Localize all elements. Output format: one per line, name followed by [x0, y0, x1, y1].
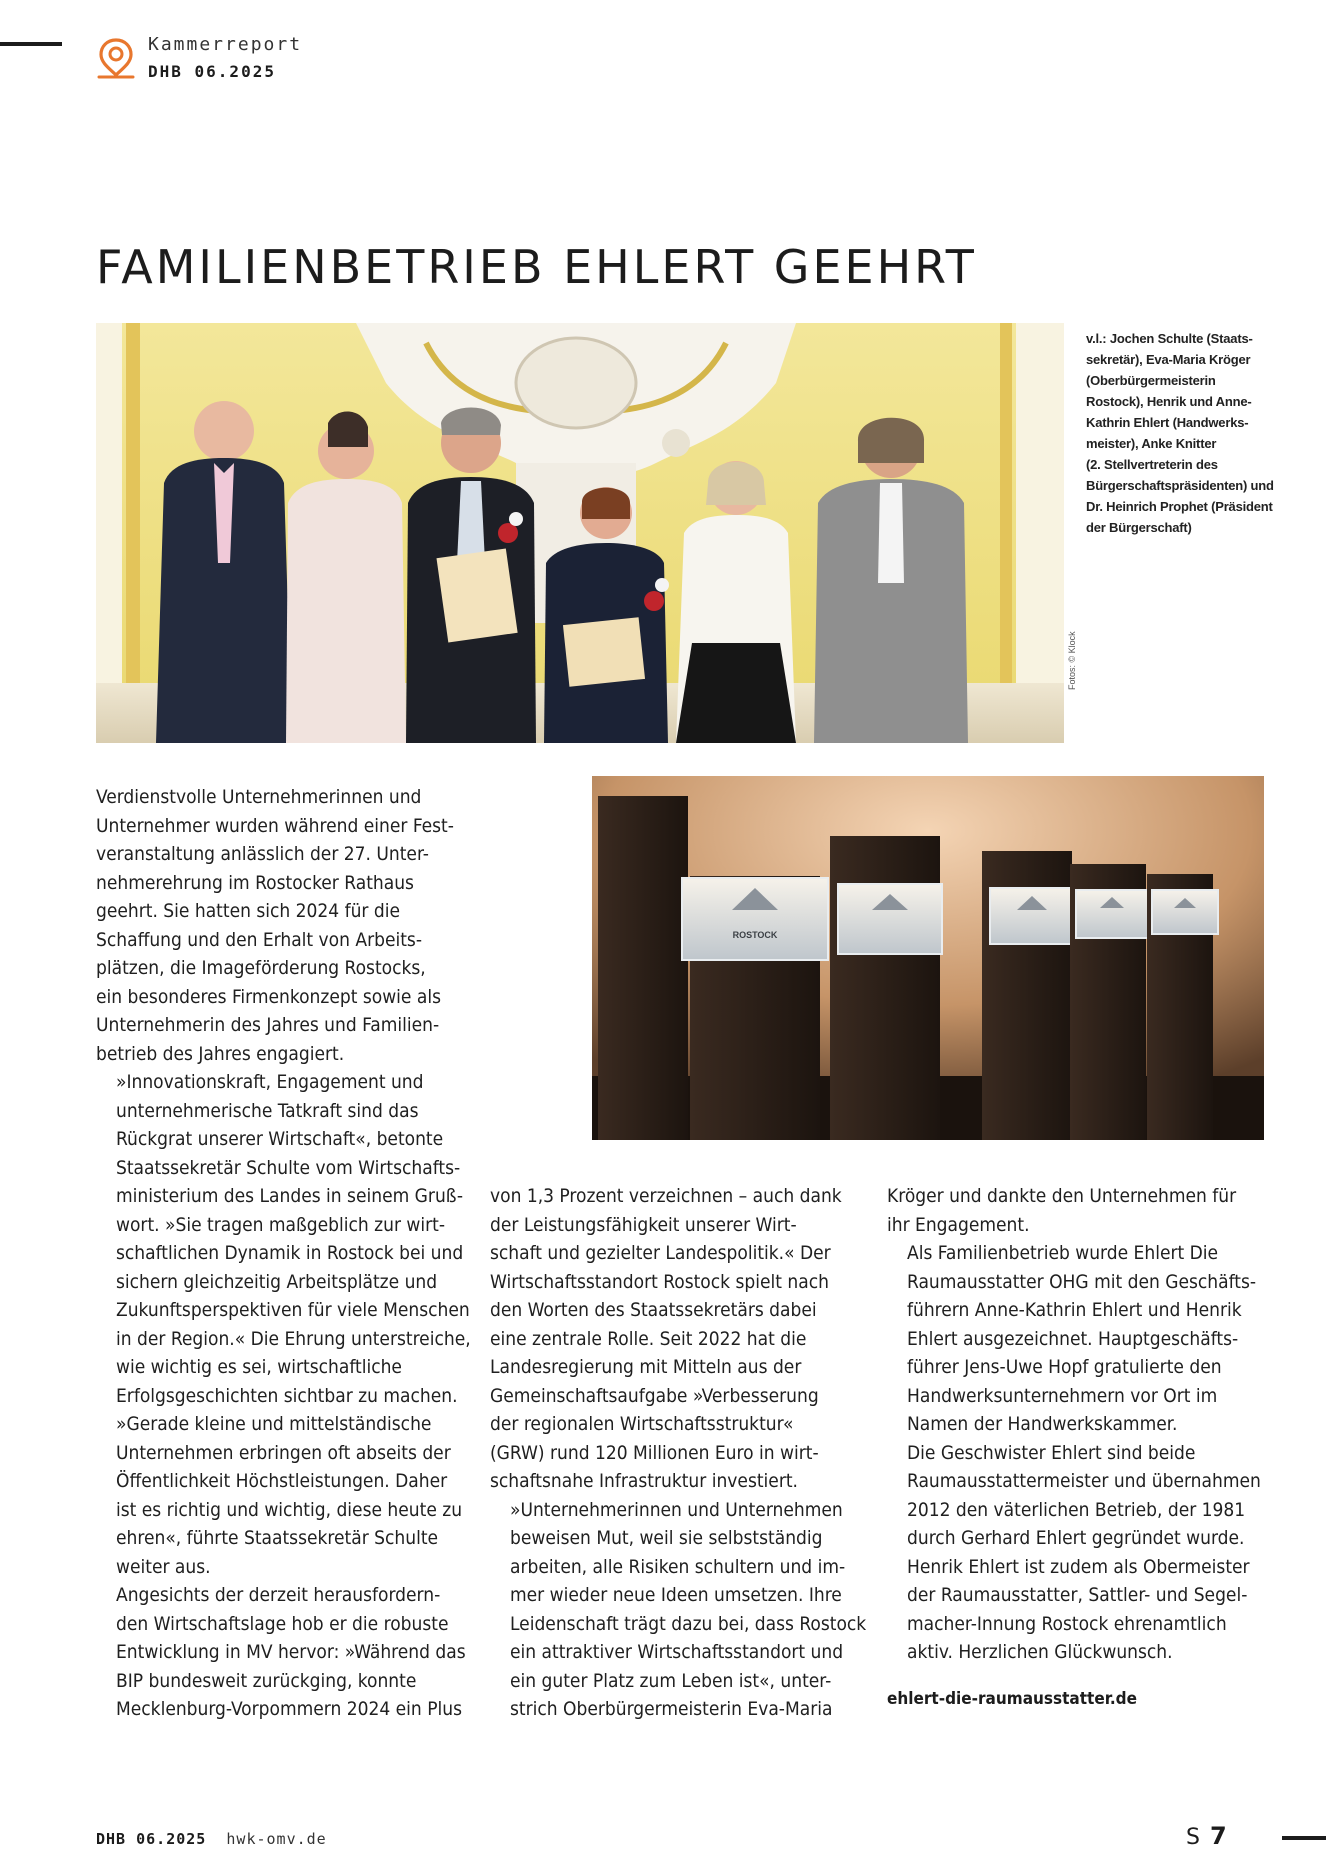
text-line: ein besonderes Firmenkonzept sowie als [96, 985, 441, 1008]
text-line: »Innovationskraft, Engagement und [116, 1071, 424, 1093]
text-line: von 1,3 Prozent verzeichnen – auch dank [490, 1185, 842, 1207]
text-line: Unternehmerin des Jahres und Familien- [96, 1014, 440, 1036]
caption-line: (Oberbürgermeisterin [1086, 373, 1216, 388]
text-line: Angesichts der derzeit herausfordern- [116, 1584, 441, 1606]
text-line: Kröger und dankte den Unternehmen für [887, 1185, 1237, 1207]
text-line: 2012 den väterlichen Betrieb, der 1981 [907, 1498, 1246, 1521]
text-line: Unternehmer wurden während einer Fest- [96, 814, 454, 837]
text-line: Die Geschwister Ehlert sind beide [907, 1441, 1196, 1464]
text-line: ministerium des Landes in seinem Gruß- [116, 1185, 464, 1207]
caption-line: Bürgerschaftspräsidenten) und [1086, 478, 1274, 493]
text-line: Mecklenburg-Vorpommern 2024 ein Plus [116, 1698, 462, 1720]
text-line: arbeiten, alle Risiken schultern und im- [510, 1555, 846, 1578]
text-line: betrieb des Jahres engagiert. [96, 1042, 345, 1065]
footer-rule [1282, 1836, 1326, 1840]
text-line: Namen der Handwerkskammer. [907, 1413, 1178, 1435]
footer [96, 1830, 327, 1848]
paragraph [887, 1439, 1263, 1667]
paragraph [96, 783, 472, 1068]
text-line: unternehmerische Tatkraft sind das [116, 1099, 419, 1122]
article-column-3 [887, 1182, 1263, 1713]
awards-photo-illustration [592, 776, 1264, 1140]
text-line: plätzen, die Imageförderung Rostocks, [96, 957, 426, 979]
text-line: ehren«, führte Staatssekretär Schulte [116, 1527, 439, 1549]
text-line: beweisen Mut, weil sie selbstständig [510, 1527, 823, 1549]
text-line: Henrik Ehlert ist zudem als Obermeister [907, 1555, 1250, 1578]
text-line: eine zentrale Rolle. Seit 2022 hat die [490, 1327, 807, 1350]
text-line: Wirtschaftsstandort Rostock spielt nach [490, 1270, 829, 1293]
caption-line: der Bürgerschaft) [1086, 520, 1192, 535]
text-line: führern Anne-Kathrin Ehlert und Henrik [907, 1299, 1242, 1321]
text-line: in der Region.« Die Ehrung unterstreiche, [116, 1327, 471, 1350]
text-line: Rückgrat unserer Wirtschaft«, betonte [116, 1128, 444, 1150]
text-line: macher-Innung Rostock ehrenamtlich [907, 1612, 1227, 1635]
text-line: weiter aus. [116, 1555, 211, 1578]
text-line: geehrt. Sie hatten sich 2024 für die [96, 900, 401, 922]
text-line: mer wieder neue Ideen umsetzen. Ihre [510, 1584, 842, 1606]
text-line: Leidenschaft trägt dazu bei, dass Rostock [510, 1612, 867, 1635]
article-column-2 [490, 1182, 867, 1724]
page-number [1186, 1822, 1227, 1850]
text-line: Raumausstatter OHG mit den Geschäfts- [907, 1270, 1257, 1293]
text-line: Landesregierung mit Mitteln aus der [490, 1356, 802, 1378]
text-line: »Gerade kleine und mittelständische [116, 1413, 432, 1435]
text-line: führer Jens-Uwe Hopf gratulierte den [907, 1356, 1222, 1378]
text-line: schaftsnahe Infrastruktur investiert. [490, 1470, 798, 1492]
text-line: der regionalen Wirtschaftsstruktur« [490, 1413, 794, 1435]
text-line: den Worten des Staatssekretärs dabei [490, 1299, 817, 1321]
text-line: sichern gleichzeitig Arbeitsplätze und [116, 1270, 438, 1293]
text-line: der Leistungsfähigkeit unserer Wirt- [490, 1213, 797, 1236]
text-line: strich Oberbürgermeisterin Eva-Maria [510, 1698, 833, 1720]
text-line: ihr Engagement. [887, 1213, 1030, 1236]
text-line: (GRW) rund 120 Millionen Euro in wirt- [490, 1441, 819, 1464]
text-line: ein guter Platz zum Leben ist«, unter- [510, 1669, 832, 1692]
section-label: Kammerreport [148, 34, 303, 55]
text-line: »Unternehmerinnen und Unternehmen [510, 1498, 843, 1521]
text-line: veranstaltung anlässlich der 27. Unter- [96, 843, 429, 865]
header-rule [0, 42, 62, 46]
text-line: Gemeinschaftsaufgabe »Verbesserung [490, 1384, 819, 1407]
caption-line: Kathrin Ehlert (Handwerks- [1086, 415, 1249, 430]
paragraph [490, 1182, 862, 1496]
text-line: schaftlichen Dynamik in Rostock bei und [116, 1242, 464, 1264]
page-number-value: 7 [1209, 1822, 1227, 1850]
text-line: Öffentlichkeit Höchstleistungen. Daher [116, 1470, 448, 1492]
text-line: der Raumausstatter, Sattler- und Segel- [907, 1584, 1248, 1606]
text-line: ist es richtig und wichtig, diese heute zu [116, 1498, 463, 1521]
text-line: Ehlert ausgezeichnet. Hauptgeschäfts- [907, 1327, 1239, 1350]
text-line: Raumausstattermeister und übernahmen [907, 1470, 1261, 1492]
page-prefix: S [1186, 1825, 1200, 1850]
text-line: nehmerehrung im Rostocker Rathaus [96, 871, 414, 894]
text-line: Verdienstvolle Unternehmerinnen und [96, 786, 422, 808]
paragraph [887, 1182, 1263, 1239]
group-photo [96, 323, 1064, 743]
group-photo-illustration [96, 323, 1064, 743]
caption-line: Dr. Heinrich Prophet (Präsident [1086, 499, 1273, 514]
paragraph [490, 1496, 867, 1724]
award-label: ROSTOCK [732, 930, 778, 940]
text-line: wort. »Sie tragen maßgeblich zur wirt- [116, 1213, 446, 1236]
text-line: Zukunftsperspektiven für viele Menschen [116, 1299, 470, 1321]
text-line: wie wichtig es sei, wirtschaftliche [116, 1356, 402, 1378]
paragraph [887, 1239, 1263, 1439]
caption-line: sekretär), Eva-Maria Kröger [1086, 352, 1251, 367]
article-column-1 [96, 783, 472, 1724]
caption-line: meister), Anke Knitter [1086, 436, 1217, 451]
awards-photo [592, 776, 1264, 1140]
photo-credit: Fotos: © Klock [1067, 631, 1077, 690]
footer-site[interactable]: hwk-omv.de [226, 1830, 327, 1848]
text-line: ein attraktiver Wirtschaftsstandort und [510, 1641, 844, 1663]
photo-caption [1086, 328, 1274, 538]
text-line: Schaffung und den Erhalt von Arbeits- [96, 928, 422, 951]
caption-line: Rostock), Henrik und Anne- [1086, 394, 1252, 409]
caption-line: v.l.: Jochen Schulte (Staats- [1086, 331, 1253, 346]
text-line: BIP bundesweit zurückging, konnte [116, 1669, 417, 1692]
text-line: Unternehmen erbringen oft abseits der [116, 1441, 451, 1464]
text-line: schaft und gezielter Landespolitik.« Der [490, 1242, 831, 1264]
text-line: Handwerksunternehmern vor Ort im [907, 1384, 1218, 1407]
text-line: Als Familienbetrieb wurde Ehlert Die [907, 1242, 1219, 1264]
article-title: FAMILIENBETRIEB EHLERT GEEHRT [96, 240, 977, 294]
text-line: den Wirtschaftslage hob er die robuste [116, 1612, 449, 1635]
text-line: durch Gerhard Ehlert gegründet wurde. [907, 1527, 1245, 1549]
text-line: Erfolgsgeschichten sichtbar zu machen. [116, 1384, 458, 1407]
location-pin-icon [96, 37, 136, 79]
caption-line: (2. Stellvertreterin des [1086, 457, 1218, 472]
paragraph [96, 1581, 472, 1724]
text-line: Entwicklung in MV hervor: »Während das [116, 1641, 466, 1663]
footer-issue: DHB 06.2025 [96, 1830, 207, 1848]
text-line: Staatssekretär Schulte vom Wirtschafts- [116, 1156, 461, 1179]
text-line: aktiv. Herzlichen Glückwunsch. [907, 1641, 1173, 1663]
website-link[interactable]: ehlert-die-raumausstatter.de [887, 1688, 1138, 1709]
issue-label: DHB 06.2025 [148, 62, 276, 81]
paragraph [96, 1068, 472, 1581]
